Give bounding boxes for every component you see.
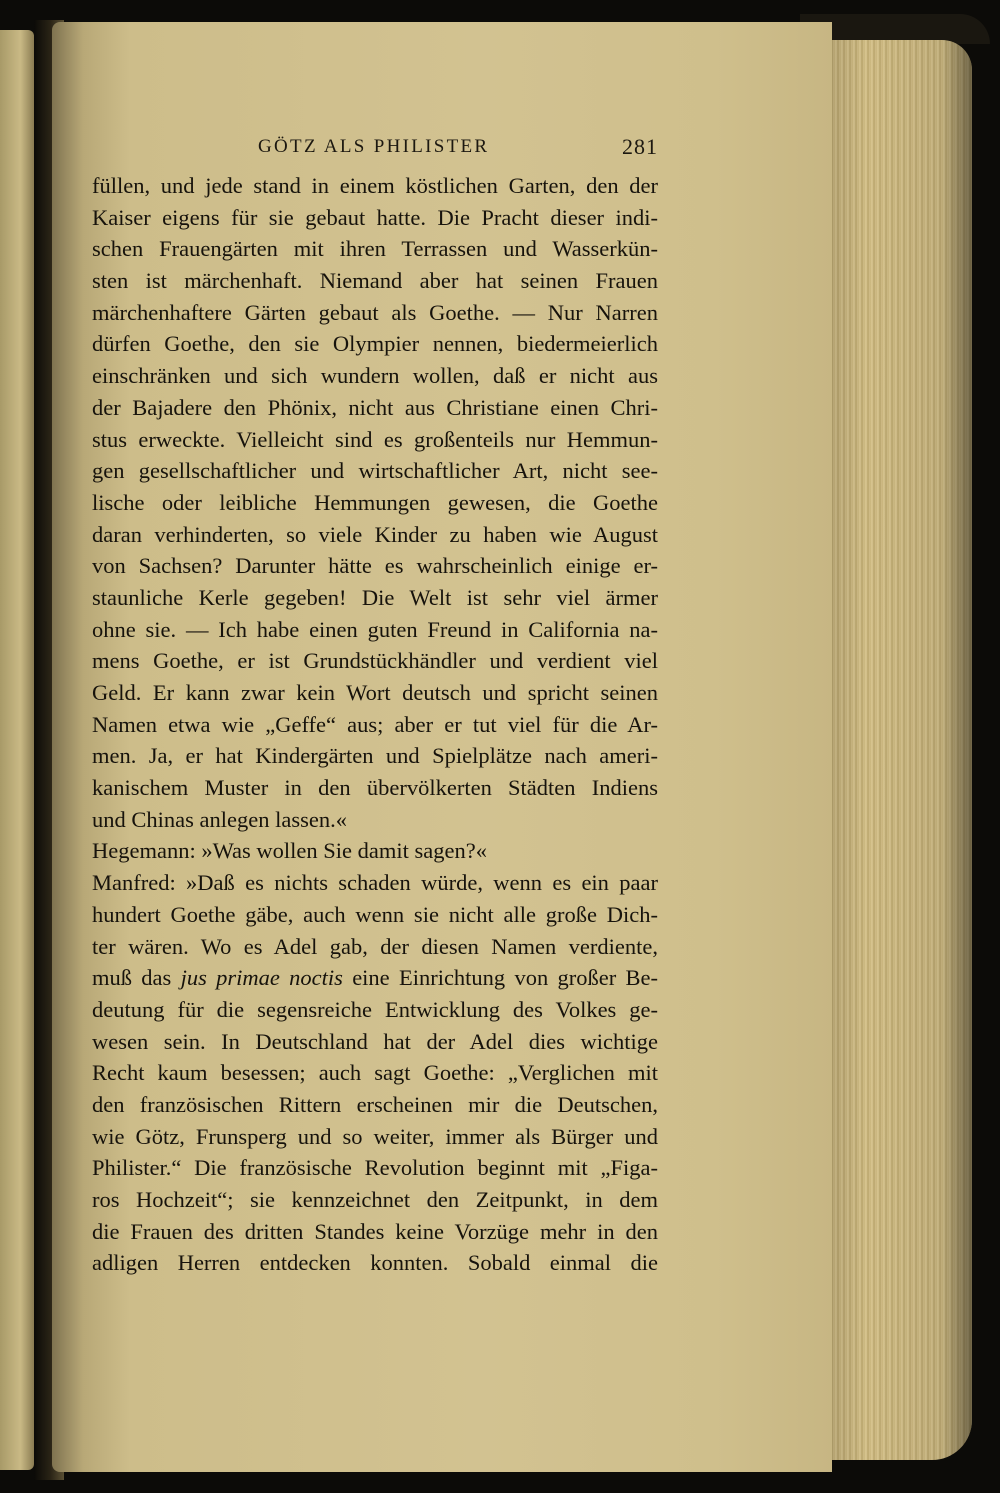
text-line: wie Götz, Frunsperg und so weiter, immer als Bürger und [92, 1123, 658, 1149]
text-line: Manfred: »Daß es nichts schaden würde, wenn es ein paar [92, 870, 658, 896]
running-head [90, 136, 658, 166]
text-line: staunliche Kerle gegeben! Die Welt ist sehr viel ärmer [92, 584, 658, 610]
text-line: Kaiser eigens für sie gebaut hatte. Die Pracht dieser indi- [92, 204, 658, 230]
text-line: lische oder leibliche Hemmungen gewesen, die Goethe [92, 489, 658, 515]
text-line: Namen etwa wie „Geffe“ aus; aber er tut viel für die Ar- [92, 711, 658, 737]
text-line: Geld. Er kann zwar kein Wort deutsch und spricht seinen [92, 680, 658, 705]
text-line: mens Goethe, er ist Grundstückhändler und verdient viel [92, 648, 658, 674]
text-line: hundert Goethe gäbe, auch wenn sie nicht alle große Dich- [92, 901, 658, 927]
text-line: einschränken und sich wundern wollen, daß er nicht aus [92, 363, 658, 389]
text-line: märchenhaftere Gärten gebaut als Goethe. — Nur Narren [92, 299, 658, 325]
text-line: ter wären. Wo es Adel gab, der diesen Namen verdiente, [92, 933, 658, 959]
text-line-part: eine Einrichtung von großer Be- [342, 965, 658, 991]
page-edges-shade [822, 40, 972, 1460]
text-line: der Bajadere den Phönix, nicht aus Christiane einen Chri- [92, 394, 658, 420]
text-line: schen Frauengärten mit ihren Terrassen und Wasserkün- [92, 236, 658, 262]
text-line: füllen, und jede stand in einem köstlichen Garten, den der [92, 173, 658, 198]
text-line: Recht kaum besessen; auch sagt Goethe: „Verglichen mit [92, 1060, 658, 1086]
body-text [92, 170, 658, 1279]
text-line: men. Ja, er hat Kindergärten und Spielplätze nach ameri- [92, 743, 658, 769]
text-line: den französischen Rittern erscheinen mir die Deutschen, [92, 1091, 658, 1117]
running-title: GÖTZ ALS PHILISTER [258, 136, 490, 157]
italic-phrase: jus primae noctis [180, 965, 343, 991]
text-line: deutung für die segensreiche Entwicklung des Volkes ge- [92, 996, 658, 1022]
text-line: ros Hochzeit“; sie kennzeichnet den Zeitpunkt, in dem [92, 1187, 658, 1212]
text-line: die Frauen des dritten Standes keine Vorzüge mehr in den [92, 1218, 658, 1244]
text-line: daran verhinderten, so viele Kinder zu haben wie August [92, 521, 658, 547]
text-line: stus erweckte. Vielleicht sind es großenteils nur Hemmun- [92, 426, 658, 452]
text-line: ohne sie. — Ich habe einen guten Freund in California na- [92, 616, 658, 642]
text-line [92, 962, 658, 994]
text-line: adligen Herren entdecken konnten. Sobald einmal die [92, 1250, 658, 1276]
text-line: und Chinas anlegen lassen.« [92, 806, 347, 832]
text-line: Hegemann: »Was wollen Sie damit sagen?« [92, 838, 487, 864]
text-line: kanischem Muster in den übervölkerten Städten Indiens [92, 775, 658, 801]
text-line: wesen sein. In Deutschland hat der Adel dies wichtige [92, 1028, 658, 1054]
text-line: sten ist märchenhaft. Niemand aber hat seinen Frauen [92, 268, 658, 294]
text-line: dürfen Goethe, den sie Olympier nennen, biedermeierlich [92, 331, 658, 357]
text-line-part: muß das [92, 965, 181, 991]
text-line: von Sachsen? Darunter hätte es wahrscheinlich einige er- [92, 553, 658, 579]
text-line: Philister.“ Die französische Revolution beginnt mit „Figa- [92, 1155, 658, 1181]
left-page-edge [0, 30, 34, 1470]
text-line: gen gesellschaftlicher und wirtschaftlicher Art, nicht see- [92, 458, 658, 484]
page-number: 281 [622, 134, 658, 159]
